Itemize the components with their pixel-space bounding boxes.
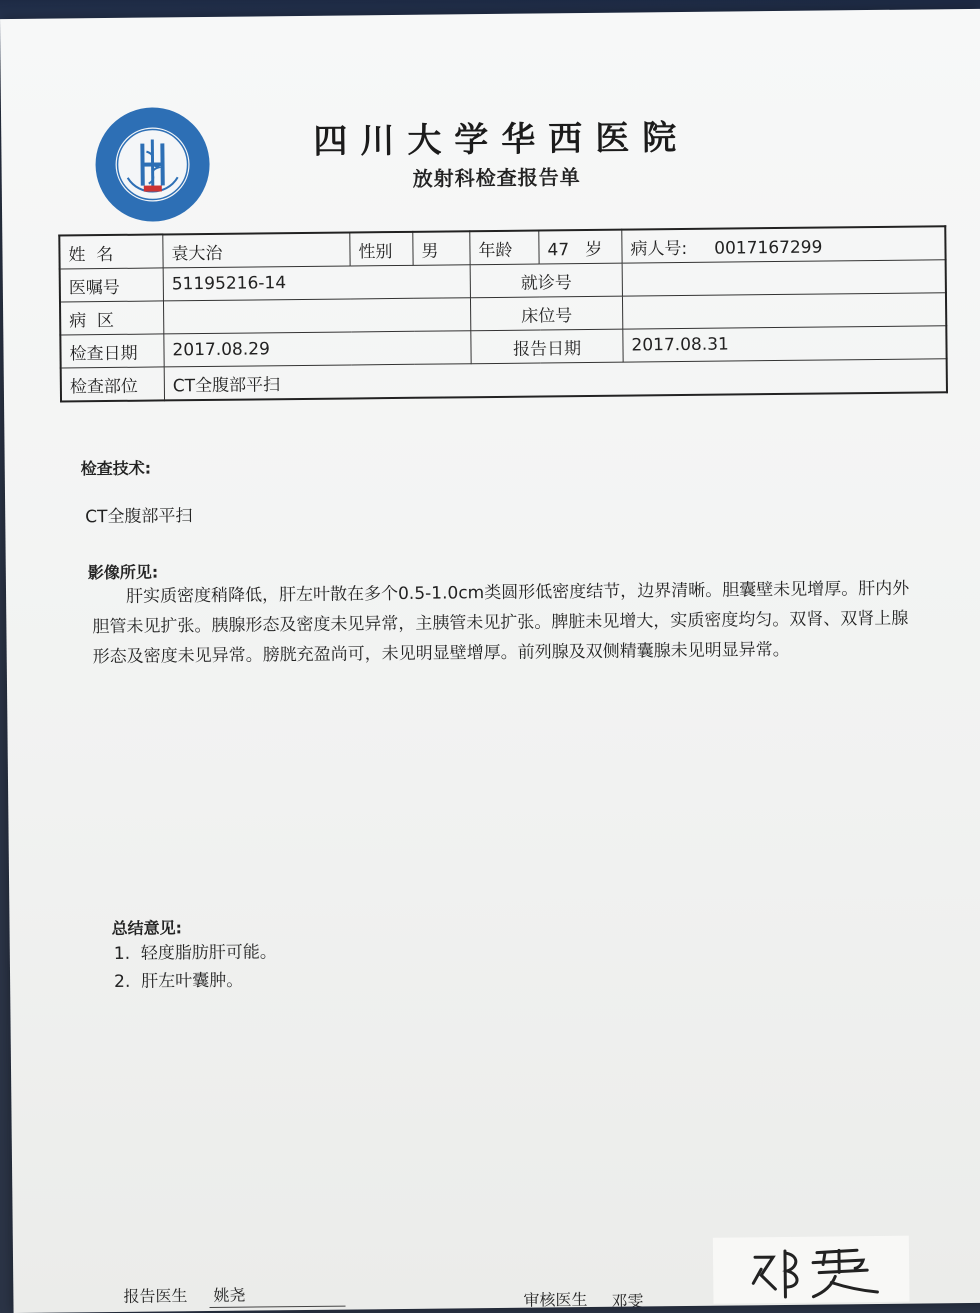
order-label: 医嘱号 <box>60 268 164 302</box>
handwritten-signature <box>747 1242 898 1304</box>
reviewer-name: 邓雯 <box>611 1291 644 1311</box>
conclusion-item: 1. 轻度脂肪肝可能。 <box>113 942 277 964</box>
patient-age: 47 <box>547 239 570 260</box>
patient-name: 袁大治 <box>163 232 350 267</box>
patient-id-label: 病人号: <box>630 238 688 260</box>
exam-date-label: 检查日期 <box>60 334 164 368</box>
bed-label: 床位号 <box>470 296 622 331</box>
age-label: 年龄 <box>470 231 539 265</box>
order-number: 51195216-14 <box>163 265 470 301</box>
exam-part: CT全腹部平扫 <box>164 359 947 401</box>
conclusion-item: 2. 肝左叶囊肿。 <box>114 970 244 992</box>
name-label: 姓 名 <box>59 234 163 269</box>
reporter-label: 报告医生 <box>123 1286 188 1306</box>
visit-label: 就诊号 <box>470 263 622 298</box>
exam-part-label: 检查部位 <box>61 367 165 402</box>
hospital-name: 四川大学华西医院 <box>313 117 690 162</box>
ward <box>163 298 470 334</box>
report-date: 2017.08.31 <box>623 326 947 362</box>
exam-date: 2017.08.29 <box>164 331 471 367</box>
reporter-name: 姚尧 <box>213 1285 246 1305</box>
reviewer-label: 审核医生 <box>523 1290 588 1310</box>
patient-info-table <box>58 225 948 402</box>
report-date-label: 报告日期 <box>471 329 623 364</box>
findings-text: 肝实质密度稍降低，肝左叶散在多个0.5-1.0cm类圆形低密度结节，边界清晰。胆囊壁未见增厚。肝内外胆管未见扩张。胰腺形态及密度未见异常，主胰管未见扩张。脾脏未见增大，实质密度均匀。双肾、双肾上腺形态及密度未见异常。膀胱充盈尚可，未见明显壁增厚。前列腺及双侧精囊腺未见明显异常。 <box>92 578 910 668</box>
hospital-logo <box>93 105 212 224</box>
conclusion-list <box>114 938 278 996</box>
patient-sex: 男 <box>413 231 470 265</box>
sex-label: 性别 <box>350 232 413 266</box>
conclusion-label: 总结意见: <box>111 918 183 939</box>
age-unit: 岁 <box>585 239 603 260</box>
patient-id-cell <box>622 226 946 263</box>
findings-label: 影像所见: <box>87 562 159 583</box>
patient-id: 0017167299 <box>714 237 823 259</box>
visit-number <box>622 260 946 296</box>
findings-block <box>92 574 923 673</box>
technique-text: CT全腹部平扫 <box>85 506 193 528</box>
bed-number <box>622 293 946 329</box>
technique-label: 检查技术: <box>80 458 152 479</box>
report-title: 放射科检查报告单 <box>412 165 581 191</box>
age-cell <box>539 230 622 264</box>
reviewer-underline <box>608 1310 718 1312</box>
ward-label: 病 区 <box>60 301 164 335</box>
report-paper <box>0 9 980 1313</box>
